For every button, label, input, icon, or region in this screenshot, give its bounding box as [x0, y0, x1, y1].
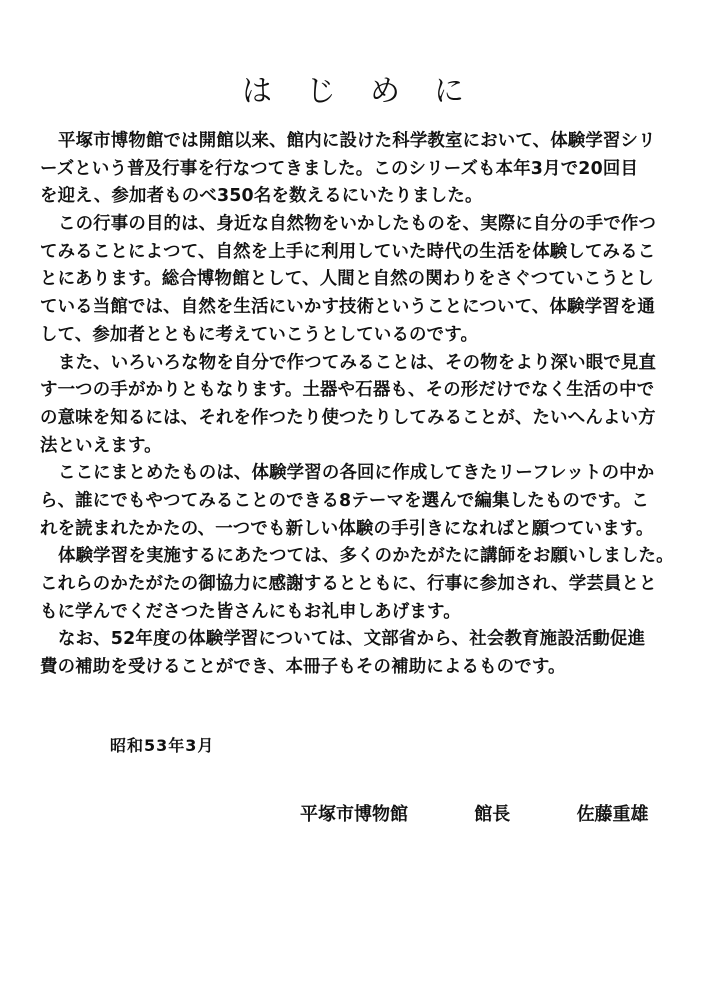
signature-name: 佐藤重雄	[576, 804, 649, 825]
signature-organization: 平塚市博物館	[300, 804, 408, 825]
text-line: ら、誰にでもやつてみることのできる8テーマを選んで編集したものです。こ	[40, 490, 649, 511]
text-line: また、いろいろな物を自分で作つてみることは、その物をより深い眼で見直	[58, 352, 657, 373]
text-line: 平塚市博物館では開館以来、館内に設けた科学教室において、体験学習シリ	[58, 131, 656, 151]
text-line: これらのかたがたの御協力に感謝するとともに、行事に参加され、学芸員とと	[40, 574, 657, 594]
text-line: ている当館では、自然を生活にいかす技術ということについて、体験学習を通	[40, 297, 655, 318]
text-line: の意味を知るには、それを作つたり使つたりしてみることが、たいへんよい方	[40, 407, 656, 428]
text-line: す一つの手がかりともなります。土器や石器も、その形だけでなく生活の中で	[40, 380, 655, 401]
text-line: 費の補助を受けることができ、本冊子もその補助によるものです。	[40, 657, 566, 678]
page-title: はじめに	[242, 74, 498, 109]
body-text	[40, 128, 680, 682]
signature-role: 館長	[474, 804, 511, 825]
signature-block	[300, 800, 649, 826]
text-line: この行事の目的は、身近な自然物をいかしたものを、実際に自分の手で作つ	[58, 214, 657, 235]
text-line: なお、52年度の体験学習については、文部省から、社会教育施設活動促進	[58, 629, 646, 650]
date-line: 昭和53年3月	[110, 736, 215, 755]
text-line: とにあります。総合博物館として、人間と自然の関わりをさぐつていこうとし	[40, 269, 654, 290]
text-line: ここにまとめたものは、体験学習の各回に作成してきたリーフレットの中か	[58, 463, 655, 484]
text-line: てみることによつて、自然を上手に利用していた時代の生活を体験してみるこ	[40, 241, 656, 262]
text-line: して、参加者とともに考えていこうとしているのです。	[40, 324, 479, 345]
text-line: を迎え、参加者ものべ350名を数えるにいたりました。	[40, 186, 483, 207]
text-line: もに学んでくださつた皆さんにもお礼申しあげます。	[40, 601, 461, 622]
text-line: れを読まれたかたの、一つでも新しい体験の手引きになればと願つています。	[40, 518, 654, 539]
text-line: ーズという普及行事を行なつてきました。このシリーズも本年3月で20回目	[40, 158, 639, 179]
text-line: 体験学習を実施するにあたつては、多くのかたがたに講師をお願いしました。	[58, 546, 674, 567]
text-line: 法といえます。	[40, 435, 162, 456]
